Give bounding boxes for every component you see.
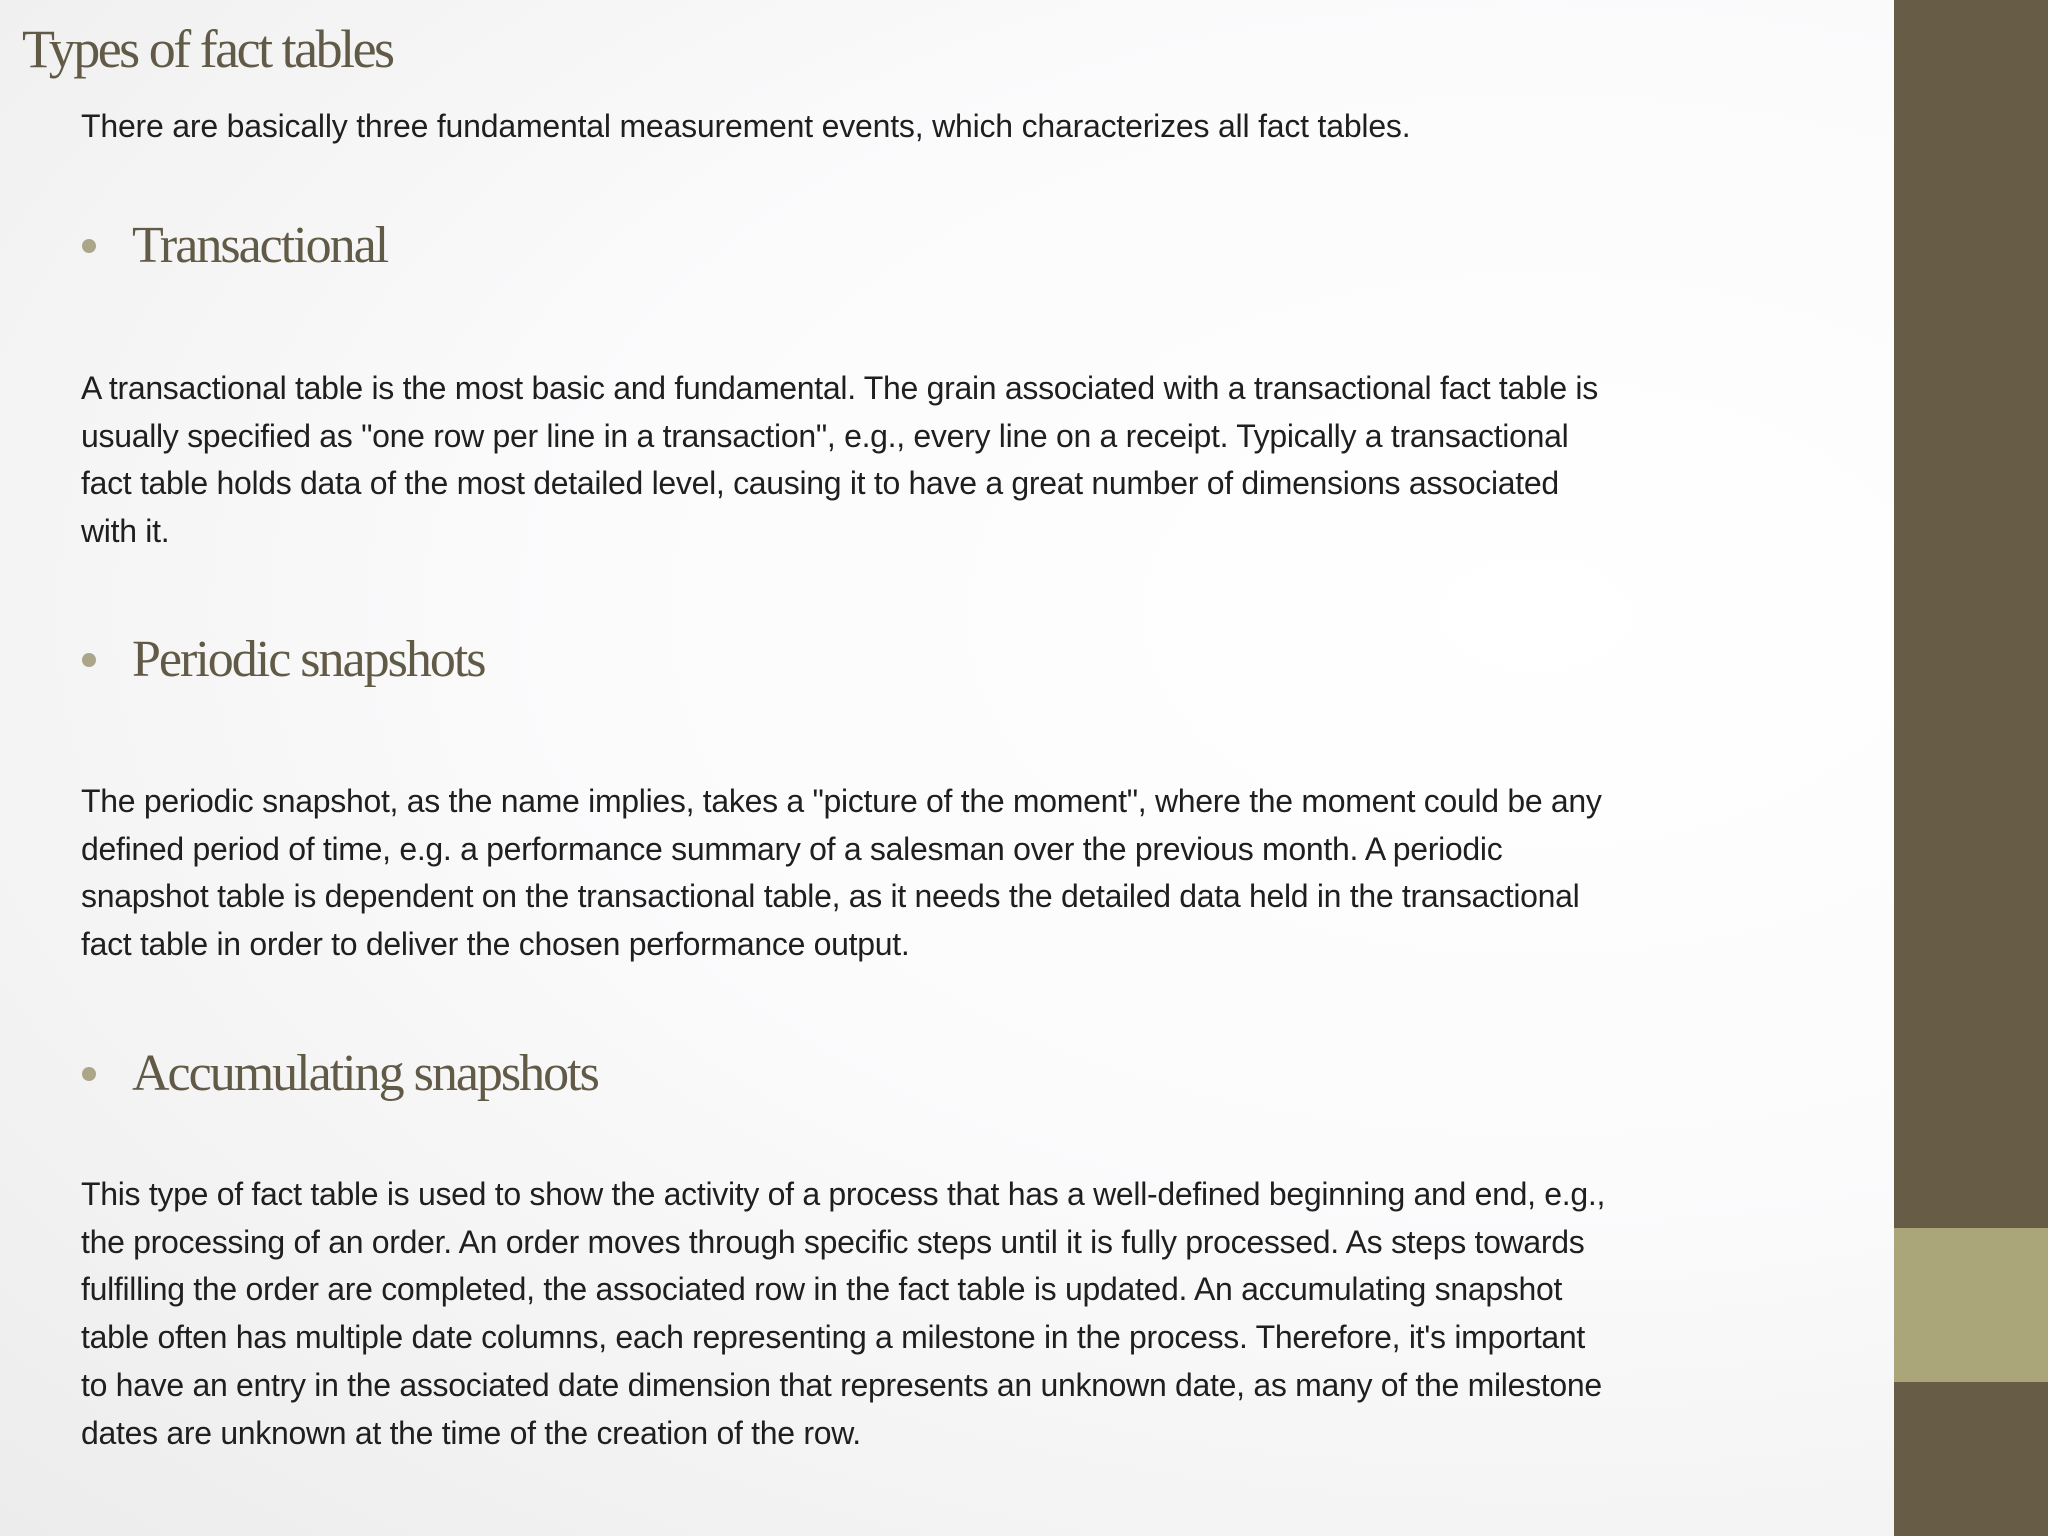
text-line: dates are unknown at the time of the creation of the row. — [81, 1414, 861, 1451]
text-line: defined period of time, e.g. a performance summary of a salesman over the previous month. A periodic — [81, 830, 1503, 867]
text-line: with it. — [81, 513, 170, 550]
text-line: fulfilling the order are completed, the associated row in the fact table is updated. An accumulating snapshot — [81, 1271, 1563, 1308]
text-line: A transactional table is the most basic and fundamental. The grain associated with a transactional fact table is — [81, 370, 1598, 406]
text-line: This type of fact table is used to show the activity of a process that has a well-defined beginning and end, e.g., — [81, 1176, 1606, 1212]
heading-text: Accumulating snapshots — [132, 1045, 598, 1102]
paragraph-transactional — [81, 365, 1598, 556]
heading-text: Periodic snapshots — [132, 631, 485, 688]
bullet-icon — [82, 1067, 96, 1081]
bullet-icon — [82, 239, 96, 253]
bullet-icon — [82, 653, 96, 667]
paragraph-periodic-snapshots — [81, 778, 1602, 969]
paragraph-accumulating-snapshots — [81, 1171, 1605, 1457]
text-line: the processing of an order. An order moves through specific steps until it is fully processed. As steps towards — [81, 1223, 1585, 1260]
text-line: usually specified as "one row per line in a transaction", e.g., every line on a receipt. Typically a transactional — [81, 417, 1569, 454]
text-line: table often has multiple date columns, each representing a milestone in the process. Therefore, it's important — [81, 1319, 1586, 1356]
text-line: fact table holds data of the most detailed level, causing it to have a great number of dimensions associated — [81, 465, 1559, 502]
section-heading-transactional — [80, 216, 387, 275]
text-line: to have an entry in the associated date dimension that represents an unknown date, as many of the milestone — [81, 1366, 1602, 1403]
sidebar-accent-band — [1894, 1228, 2048, 1382]
slide-title: Types of fact tables — [22, 19, 393, 79]
intro-text: There are basically three fundamental measurement events, which characterizes all fact tables. — [81, 108, 1411, 144]
section-heading-accumulating-snapshots — [80, 1044, 598, 1103]
text-line: The periodic snapshot, as the name implies, takes a "picture of the moment", where the moment could be any — [81, 783, 1602, 819]
text-line: snapshot table is dependent on the transactional table, as it needs the detailed data held in the transactional — [81, 878, 1580, 915]
section-heading-periodic-snapshots — [80, 630, 485, 689]
decorative-sidebar — [1894, 0, 2048, 1536]
heading-text: Transactional — [132, 217, 388, 274]
text-line: fact table in order to deliver the chosen performance output. — [81, 926, 910, 963]
